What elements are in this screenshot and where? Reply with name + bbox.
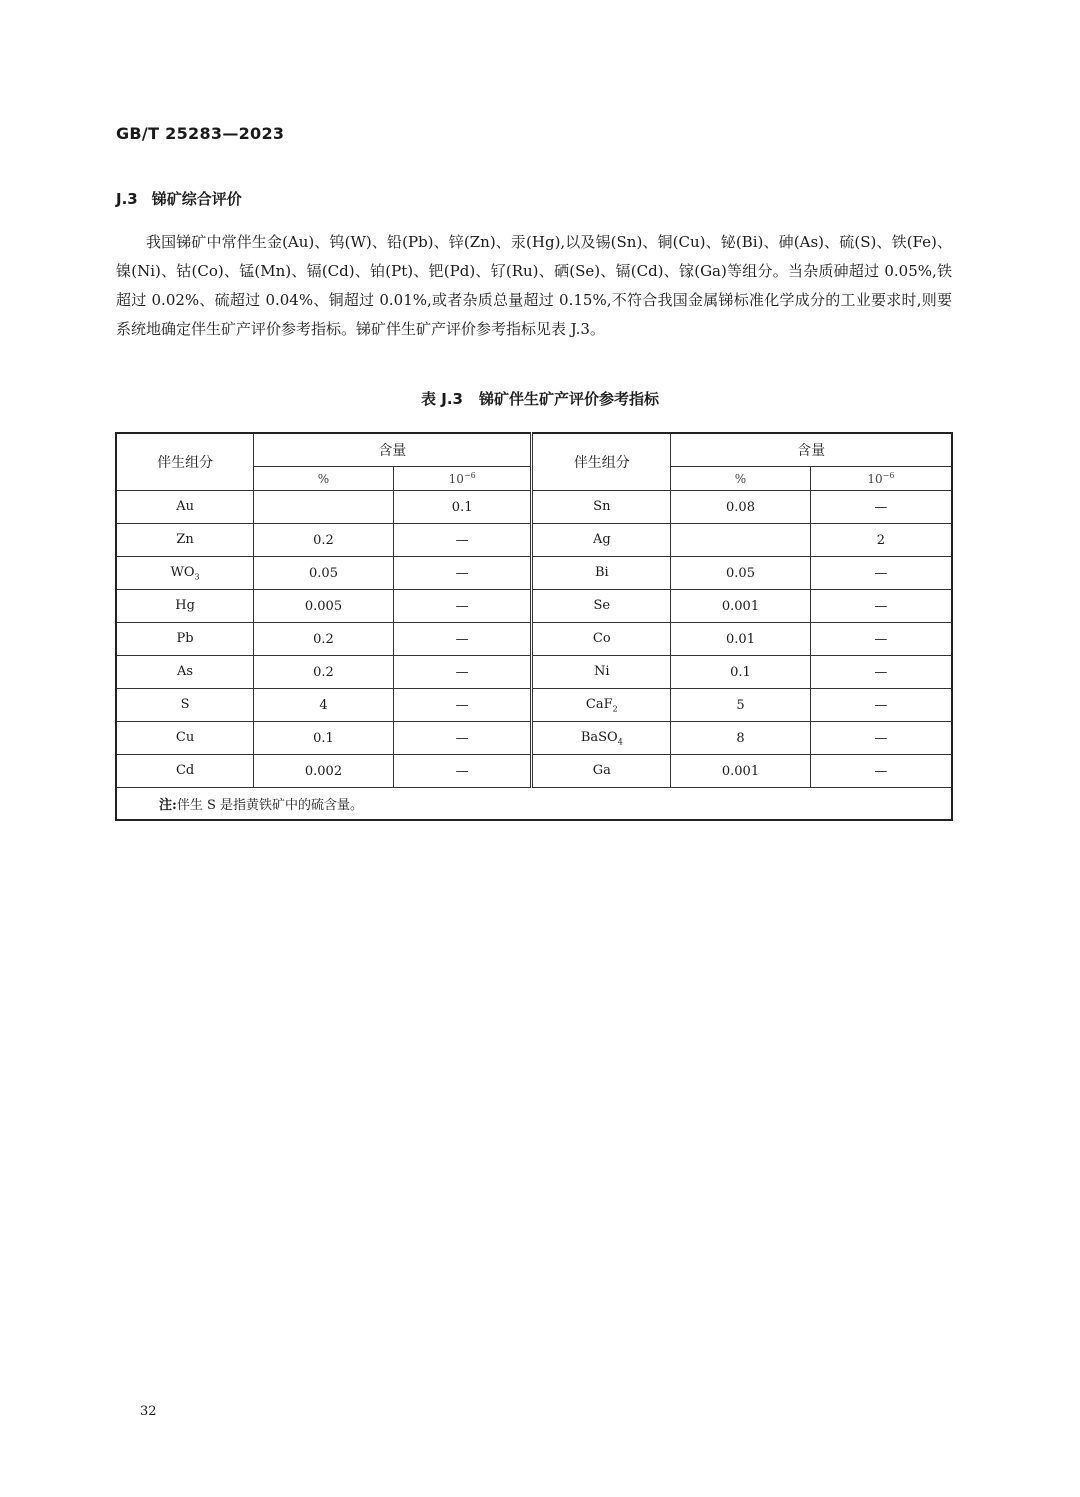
ppm-cell: — [810,557,952,590]
section-heading [116,188,242,209]
unit-percent-left: % [254,467,394,491]
ppm-cell: — [810,755,952,788]
component-cell: Co [532,623,671,656]
ppm-cell: — [393,722,532,755]
table-row [116,623,952,656]
ppm-cell: — [393,689,532,722]
component-cell: S [116,689,254,722]
table-caption-title: 锑矿伴生矿产评价参考指标 [478,390,659,408]
component-cell: CaF$_2$ [532,689,671,722]
ppm-cell: — [810,590,952,623]
unit-ppm-right: $10^{-6}$ [810,467,952,491]
table-caption-number: 表 J.3 [421,390,463,408]
percent-cell: 8 [671,722,811,755]
component-cell: $WO_3$ [116,557,254,590]
component-cell: BaSO$_4$ [532,722,671,755]
component-cell: Zn [116,524,254,557]
table-row [116,689,952,722]
table-caption [0,388,1080,409]
percent-cell: 0.05 [254,557,394,590]
ppm-cell: — [393,557,532,590]
table-row [116,656,952,689]
percent-cell: 0.05 [671,557,811,590]
component-cell: Hg [116,590,254,623]
ppm-cell: — [810,491,952,524]
percent-cell: 0.1 [671,656,811,689]
percent-cell: 4 [254,689,394,722]
percent-cell: 0.005 [254,590,394,623]
percent-cell: 0.08 [671,491,811,524]
ppm-cell: 2 [810,524,952,557]
component-cell: As [116,656,254,689]
header-content-left: 含量 [254,433,532,467]
component-cell: Cd [116,755,254,788]
ppm-cell: — [810,689,952,722]
component-cell: Pb [116,623,254,656]
note-label: 注: [159,798,177,813]
percent-cell: 0.01 [671,623,811,656]
component-cell: Au [116,491,254,524]
table-row [116,755,952,788]
section-title: 锑矿综合评价 [151,190,242,208]
ppm-cell: — [393,590,532,623]
percent-cell [671,524,811,557]
unit-ppm-left: $10^{-6}$ [393,467,532,491]
table-note-row [116,788,952,821]
table-row [116,557,952,590]
page-number: 32 [140,1404,157,1419]
unit-percent-right: % [671,467,811,491]
standard-code: GB/T 25283—2023 [116,124,285,143]
percent-cell: 0.001 [671,755,811,788]
body-paragraph: 我国锑矿中常伴生金(Au)、钨(W)、铅(Pb)、锌(Zn)、汞(Hg),以及锡(Sn)、铜(Cu)、铋(Bi)、砷(As)、硫(S)、铁(Fe)、镍(Ni)、钴(Co)、锰(Mn)、镉(Cd)、铂(Pt)、钯(Pd)、钌(Ru)、硒(Se)、镉(Cd)、镓(Ga)等组分。当杂质砷超过 0.05%,铁超过 0.02%、硫超过 0.04%、铜超过 0.01%,或者杂质总量超过 0.15%,不符合我国金属锑标准化学成分的工业要求时,则要系统地确定伴生矿产评价参考指标。锑矿伴生矿产评价参考指标见表 J.3。 [116,233,952,338]
section-number: J.3 [116,190,138,208]
ppm-cell: — [393,623,532,656]
percent-cell: 0.002 [254,755,394,788]
ppm-cell: 0.1 [393,491,532,524]
table-row [116,491,952,524]
table-note [116,788,952,821]
component-cell: Ga [532,755,671,788]
reference-table [115,432,953,821]
table-row [116,590,952,623]
component-cell: Sn [532,491,671,524]
header-content-right: 含量 [671,433,952,467]
ppm-cell: — [393,656,532,689]
component-cell: Bi [532,557,671,590]
percent-cell: 0.2 [254,623,394,656]
percent-cell: 0.001 [671,590,811,623]
table-row [116,722,952,755]
percent-cell [254,491,394,524]
header-component-left: 伴生组分 [116,433,254,491]
component-cell: Cu [116,722,254,755]
ppm-cell: — [393,524,532,557]
table-header-row [116,433,952,467]
ppm-cell: — [810,623,952,656]
ppm-cell: — [810,722,952,755]
note-text: 伴生 S 是指黄铁矿中的硫含量。 [176,798,363,813]
ppm-cell: — [393,755,532,788]
component-cell: Ag [532,524,671,557]
header-component-right: 伴生组分 [532,433,671,491]
percent-cell: 0.2 [254,524,394,557]
percent-cell: 5 [671,689,811,722]
percent-cell: 0.2 [254,656,394,689]
ppm-cell: — [810,656,952,689]
component-cell: Ni [532,656,671,689]
percent-cell: 0.1 [254,722,394,755]
table-row [116,524,952,557]
component-cell: Se [532,590,671,623]
